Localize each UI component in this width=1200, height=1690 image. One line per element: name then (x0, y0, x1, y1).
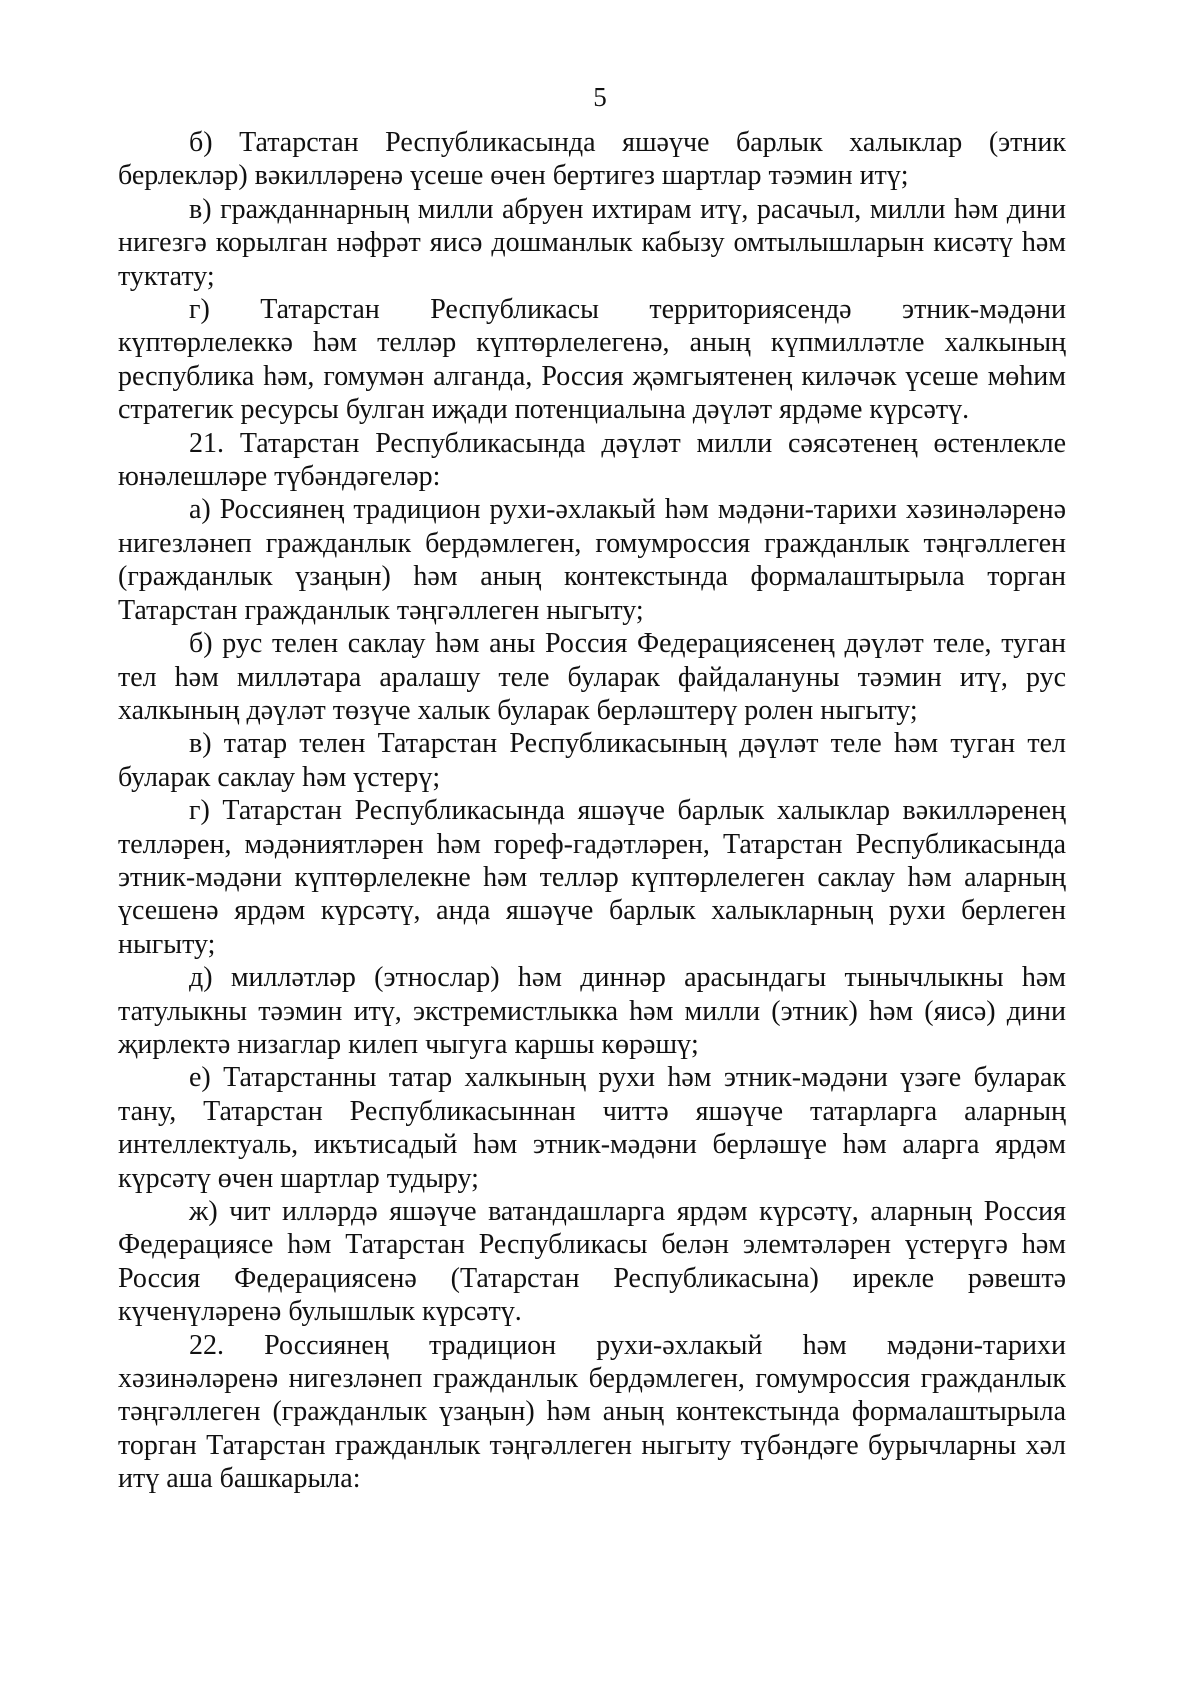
paragraph-item-g-cultural-diversity: г) Татарстан Республикасында яшәүче барлык халыклар вәкилләренең телләрен, мәдәниятләрен һәм гореф-гадәтләрен, Татарстан Республикасында этник-мәдәни күптөрлелекне һәм телләр күптөрлелеген саклау һәм аларның үсешенә ярдәм күрсәтү, анда яшәүче барлык халыкларның рухи берлеген ныгыту; (118, 795, 1066, 960)
paragraph-item-a-civic-unity: а) Россиянең традицион рухи-әхлакый һәм мәдәни-тарихи хәзинәләренә нигезләнеп гражданлык бердәмлеген, гомумроссия гражданлык тәңгәллеген (гражданлык үзаңын) һәм аның контекстында формалаштырыла торган Татарстан гражданлык тәңгәллеген ныгыту; (118, 494, 1066, 626)
paragraph-item-e-tatar-center: е) Татарстанны татар халкының рухи һәм этник-мәдәни үзәге буларак тану, Татарстан Республикасыннан читтә яшәүче татарларга аларның интеллектуаль, икътисадый һәм этник-мәдәни берләшүе һәм аларга ярдәм күрсәтү өчен шартлар тудыру; (118, 1062, 1066, 1194)
paragraph-item-d-interethnic-peace: д) милләтләр (этнослар) һәм диннәр арасындагы тынычлыкны һәм татулыкны тәэмин итү, экстремистлыкка һәм милли (этник) һәм (яисә) дини җирлектә низаглар килеп чыгуга каршы көрәшү; (118, 962, 1066, 1060)
page-number: 5 (593, 82, 607, 112)
paragraph-item-v-tatar-language: в) татар телен Татарстан Республикасының дәүләт теле һәм туган тел буларак саклау һәм үстерү; (118, 728, 1066, 793)
paragraph-item-zh-compatriots-abroad: ж) чит илләрдә яшәүче ватандашларга ярдәм күрсәтү, аларның Россия Федерациясе һәм Татарстан Республикасы белән элемтәләрен үстерүгә һәм Россия Федерациясенә (Татарстан Республикасына) ирекле рәвештә күченүләренә булышлык күрсәтү. (118, 1196, 1066, 1328)
paragraph-item-b-equal-conditions: б) Татарстан Республикасында яшәүче барлык халыклар (этник берлекләр) вәкилләренә үсеше өчен бертигез шартлар тәэмин итү; (118, 127, 1066, 192)
paragraph-section-21-heading: 21. Татарстан Республикасында дәүләт милли сәясәтенең өстенлекле юнәлешләре түбәндәгеләр: (118, 427, 1066, 493)
document-body (118, 126, 1066, 1496)
paragraph-item-b-russian-language: б) рус телен саклау һәм аны Россия Федерациясенең дәүләт теле, туган тел һәм милләтара аралашу теле буларак файдалануны тәэмин итү, рус халкының дәүләт төзүче халык буларак берләштерү ролен ныгыту; (118, 628, 1066, 726)
paragraph-item-v-prevent-hatred: в) гражданнарның милли абруен ихтирам итү, расачыл, милли һәм дини нигезгә корылган нәфрәт яисә дошманлык кабызу омтылышларын кисәтү һәм туктату; (118, 193, 1066, 292)
paragraph-section-22-heading: 22. Россиянең традицион рухи-әхлакый һәм мәдәни-тарихи хәзинәләренә нигезләнеп гражданлык бердәмлеген, гомумроссия гражданлык тәңгәллеген (гражданлык үзаңын) һәм аның контекстында формалаштырыла торган Татарстан гражданлык тәңгәллеген ныгыту түбәндәге бурычларны хәл итү аша башкарыла: (118, 1329, 1066, 1495)
paragraph-item-g-state-support: г) Татарстан Республикасы территориясендә этник-мәдәни күптөрлелеккә һәм телләр күптөрлелегенә, аның күпмилләтле халкының республика һәм, гомумән алганда, Россия җәмгыятенең киләчәк үсеше мөһим стратегик ресурсы булган иҗади потенциалына дәүләт ярдәме күрсәтү. (118, 294, 1066, 426)
